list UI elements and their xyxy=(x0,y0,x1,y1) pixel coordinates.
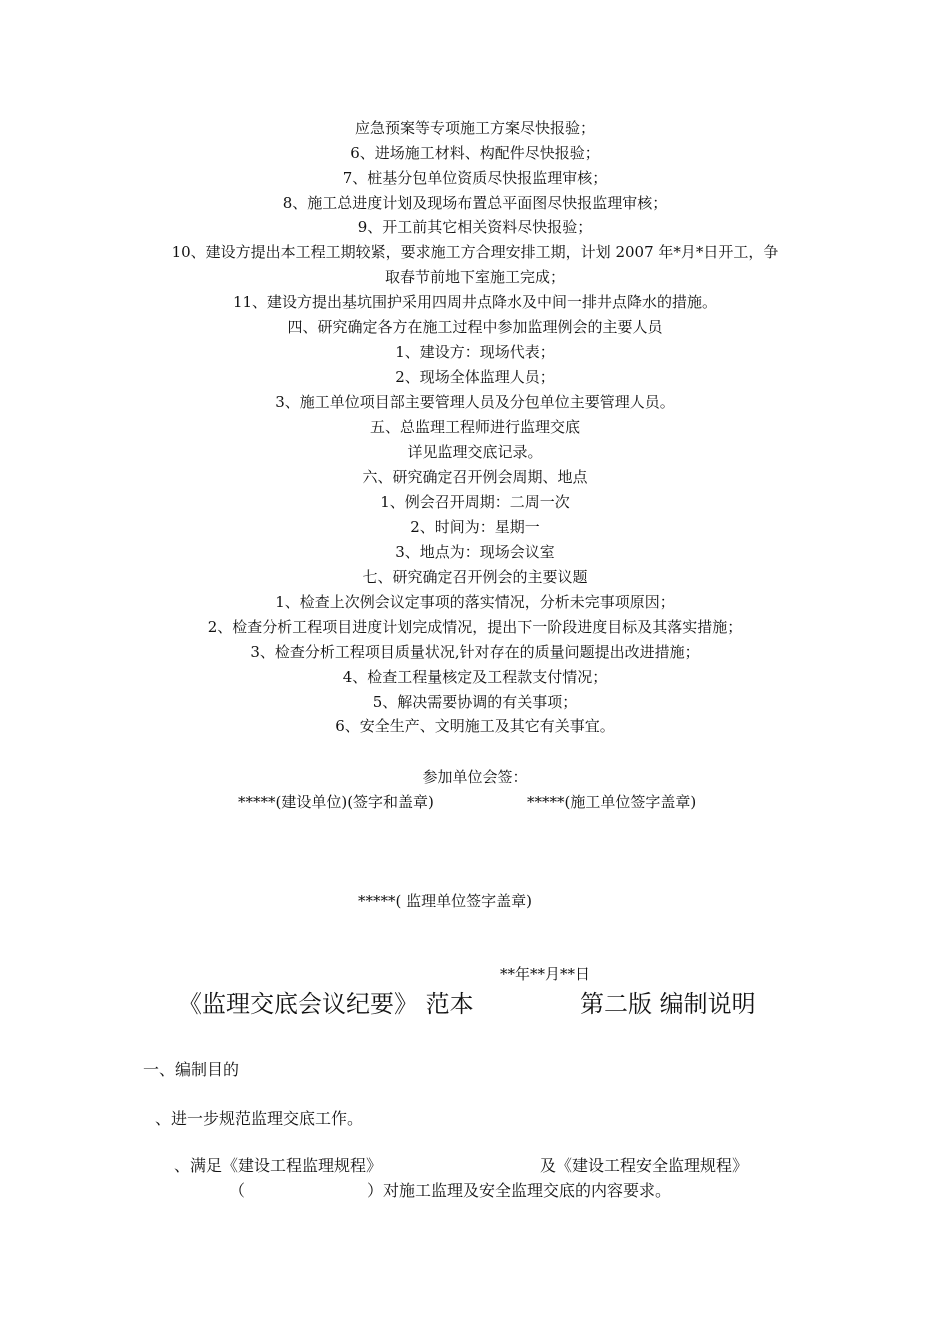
signature-heading: 参加单位会签： xyxy=(422,768,528,786)
contractor-signature: *****(施工单位签字盖章) xyxy=(527,793,697,811)
list-item: （ xyxy=(229,1181,246,1200)
text-line: 2、时间为：星期一 xyxy=(410,518,540,536)
text-line: 11、建设方提出基坑围护采用四周井点降水及中间一排井点降水的措施。 xyxy=(232,293,718,311)
list-item: ）对施工监理及安全监理交底的内容要求。 xyxy=(367,1181,672,1200)
section-heading: 一、编制目的 xyxy=(143,1060,240,1079)
text-line: 1、例会召开周期：二周一次 xyxy=(380,493,570,511)
text-line: 3、施工单位项目部主要管理人员及分包单位主要管理人员。 xyxy=(275,393,675,411)
text-line: 8、施工总进度计划及现场布置总平面图尽快报监理审核； xyxy=(282,194,668,212)
text-line: 3、地点为：现场会议室 xyxy=(395,543,555,561)
doc-title-right: 第二版 编制说明 xyxy=(580,990,756,1018)
text-line: 6、安全生产、文明施工及其它有关事宜。 xyxy=(335,717,615,735)
section-heading: 五、总监理工程师进行监理交底 xyxy=(369,418,580,436)
text-line: 2、检查分析工程项目进度计划完成情况，提出下一阶段进度目标及其落实措施； xyxy=(207,618,743,636)
owner-signature: *****(建设单位)(签字和盖章) xyxy=(238,793,434,811)
text-line: 3、检查分析工程项目质量状况,针对存在的质量问题提出改进措施； xyxy=(250,643,700,661)
list-item: 、满足《建设工程监理规程》 xyxy=(174,1156,383,1175)
text-line: 2、现场全体监理人员； xyxy=(395,368,555,386)
text-line: 取春节前地下室施工完成； xyxy=(384,268,565,286)
text-line: 4、检查工程量核定及工程款支付情况； xyxy=(342,668,608,686)
list-item: 、进一步规范监理交底工作。 xyxy=(155,1109,364,1128)
text-line: 10、建设方提出本工程工期较紧，要求施工方合理安排工期，计划 2007 年*月*日开工，争 xyxy=(171,243,779,261)
doc-title-left: 《监理交底会议纪要》 范本 xyxy=(178,990,474,1018)
text-line: 1、建设方：现场代表； xyxy=(395,343,555,361)
signature-date: **年**月**日 xyxy=(500,965,591,983)
section-heading: 四、研究确定各方在施工过程中参加监理例会的主要人员 xyxy=(287,318,663,336)
supervisor-signature: *****( 监理单位签字盖章) xyxy=(358,892,532,910)
text-line: 9、开工前其它相关资料尽快报验； xyxy=(357,218,593,236)
text-line: 应急预案等专项施工方案尽快报验； xyxy=(354,119,595,137)
section-heading: 六、研究确定召开例会周期、地点 xyxy=(362,468,588,486)
text-line: 6、进场施工材料、构配件尽快报验； xyxy=(350,144,600,162)
list-item: 及《建设工程安全监理规程》 xyxy=(540,1156,749,1175)
text-line: 7、桩基分包单位资质尽快报监理审核； xyxy=(342,169,608,187)
text-line: 5、解决需要协调的有关事项； xyxy=(372,693,578,711)
text-line: 1、检查上次例会议定事项的落实情况，分析未完事项原因； xyxy=(275,593,675,611)
section-heading: 七、研究确定召开例会的主要议题 xyxy=(362,568,588,586)
text-line: 详见监理交底记录。 xyxy=(407,443,543,461)
